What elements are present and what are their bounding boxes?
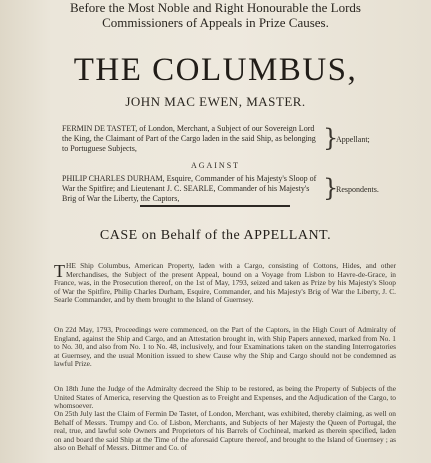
- paragraph-text: HE Ship Columbus, American Property, laden with a Cargo, consisting of Cottons, Hides, and other Merchandises, the Subject of the present Appeal, bound on a Voyage from Lisbon to Havre-de-Grace, in France, was, in the Prosecution thereof, on the 1st of May, 1793, seized and taken as Prize by his Majesty's Sloop of War the Spitfire, Philip Charles Durham, Esquire, Commander, and his Majesty's Brig of War the Liberty, J. C. Searle Commander, and by them brought to the Island of Guernsey.: [54, 261, 396, 305]
- appellant-text: FERMIN DE TASTET, of London, Merchant, a Subject of our Sovereign Lord the King, the Claimant of Part of the Cargo laden in the said Ship, as belonging to Portuguese Subjects,: [62, 124, 316, 153]
- appellant-role: Appellant;: [336, 135, 370, 144]
- paragraph-text: On 18th June the Judge of the Admiralty decreed the Ship to be restored, as being the Property of Subjects of the United States of America, reserving the Question as to Freight and Expenses, and the Adjudication of the Cargo, to whomsoever.: [54, 384, 396, 411]
- paragraph-3: [54, 385, 396, 411]
- respondents-party: [62, 174, 322, 204]
- case-title: THE COLUMBUS,: [73, 52, 358, 88]
- respondents-text: PHILIP CHARLES DURHAM, Esquire, Commander of his Majesty's Sloop of War the Spitfire; and Lieutenant J. C. SEARLE, Commander of his Majesty's Brig of War the Liberty, the Captors,: [62, 174, 317, 203]
- court-heading-line2: Commissioners of Appeals in Prize Causes.: [102, 15, 329, 30]
- paragraph-1: [54, 262, 396, 305]
- ship-master: JOHN MAC EWEN, MASTER.: [125, 94, 306, 109]
- paragraph-4: [54, 410, 396, 453]
- paragraph-2: [54, 326, 396, 369]
- court-heading: [0, 0, 431, 30]
- respondents-role: Respondents.: [336, 185, 379, 194]
- against-label: AGAINST: [190, 161, 241, 170]
- appellant-party: [62, 124, 322, 154]
- paragraph-text: On 22d May, 1793, Proceedings were commenced, on the Part of the Captors, in the High Court of Admiralty of England, against the Ship and Cargo, and an Attestation brought in, with Ship Papers annexed, marked from No. 1 to No. 30, and also from No. 1 to No. 48, inclusively, and four Examinations taken on the standing Interrogatories at Guernsey, and the usual Monition issued to shew Cause why the Ship and Cargo should not be condemned as lawful Prize.: [54, 325, 396, 369]
- paragraph-text: On 25th July last the Claim of Fermin De Tastet, of London, Merchant, was exhibited, thereby claiming, as well on Behalf of Messrs. Trumpy and Co. of Lisbon, Merchants, and Subjects of her Majesty the Queen of Portugal, the real, true, and lawful sole Owners and Proprietors of his Barrels of Cochineal, marked as therein specified, laden on and board the said Ship at the Time of the aforesaid Capture thereof, and brought to the Island of Guernsey ; as also on Behalf of Messrs. Dittmer and Co. of: [54, 409, 396, 453]
- section-divider: [140, 205, 290, 207]
- appellant-brace: }: [323, 124, 339, 152]
- respondents-brace: }: [323, 174, 339, 202]
- drop-cap: T: [54, 261, 65, 281]
- court-heading-line1: Before the Most Noble and Right Honourable the Lords: [70, 0, 361, 15]
- case-heading: CASE on Behalf of the APPELLANT.: [99, 228, 332, 243]
